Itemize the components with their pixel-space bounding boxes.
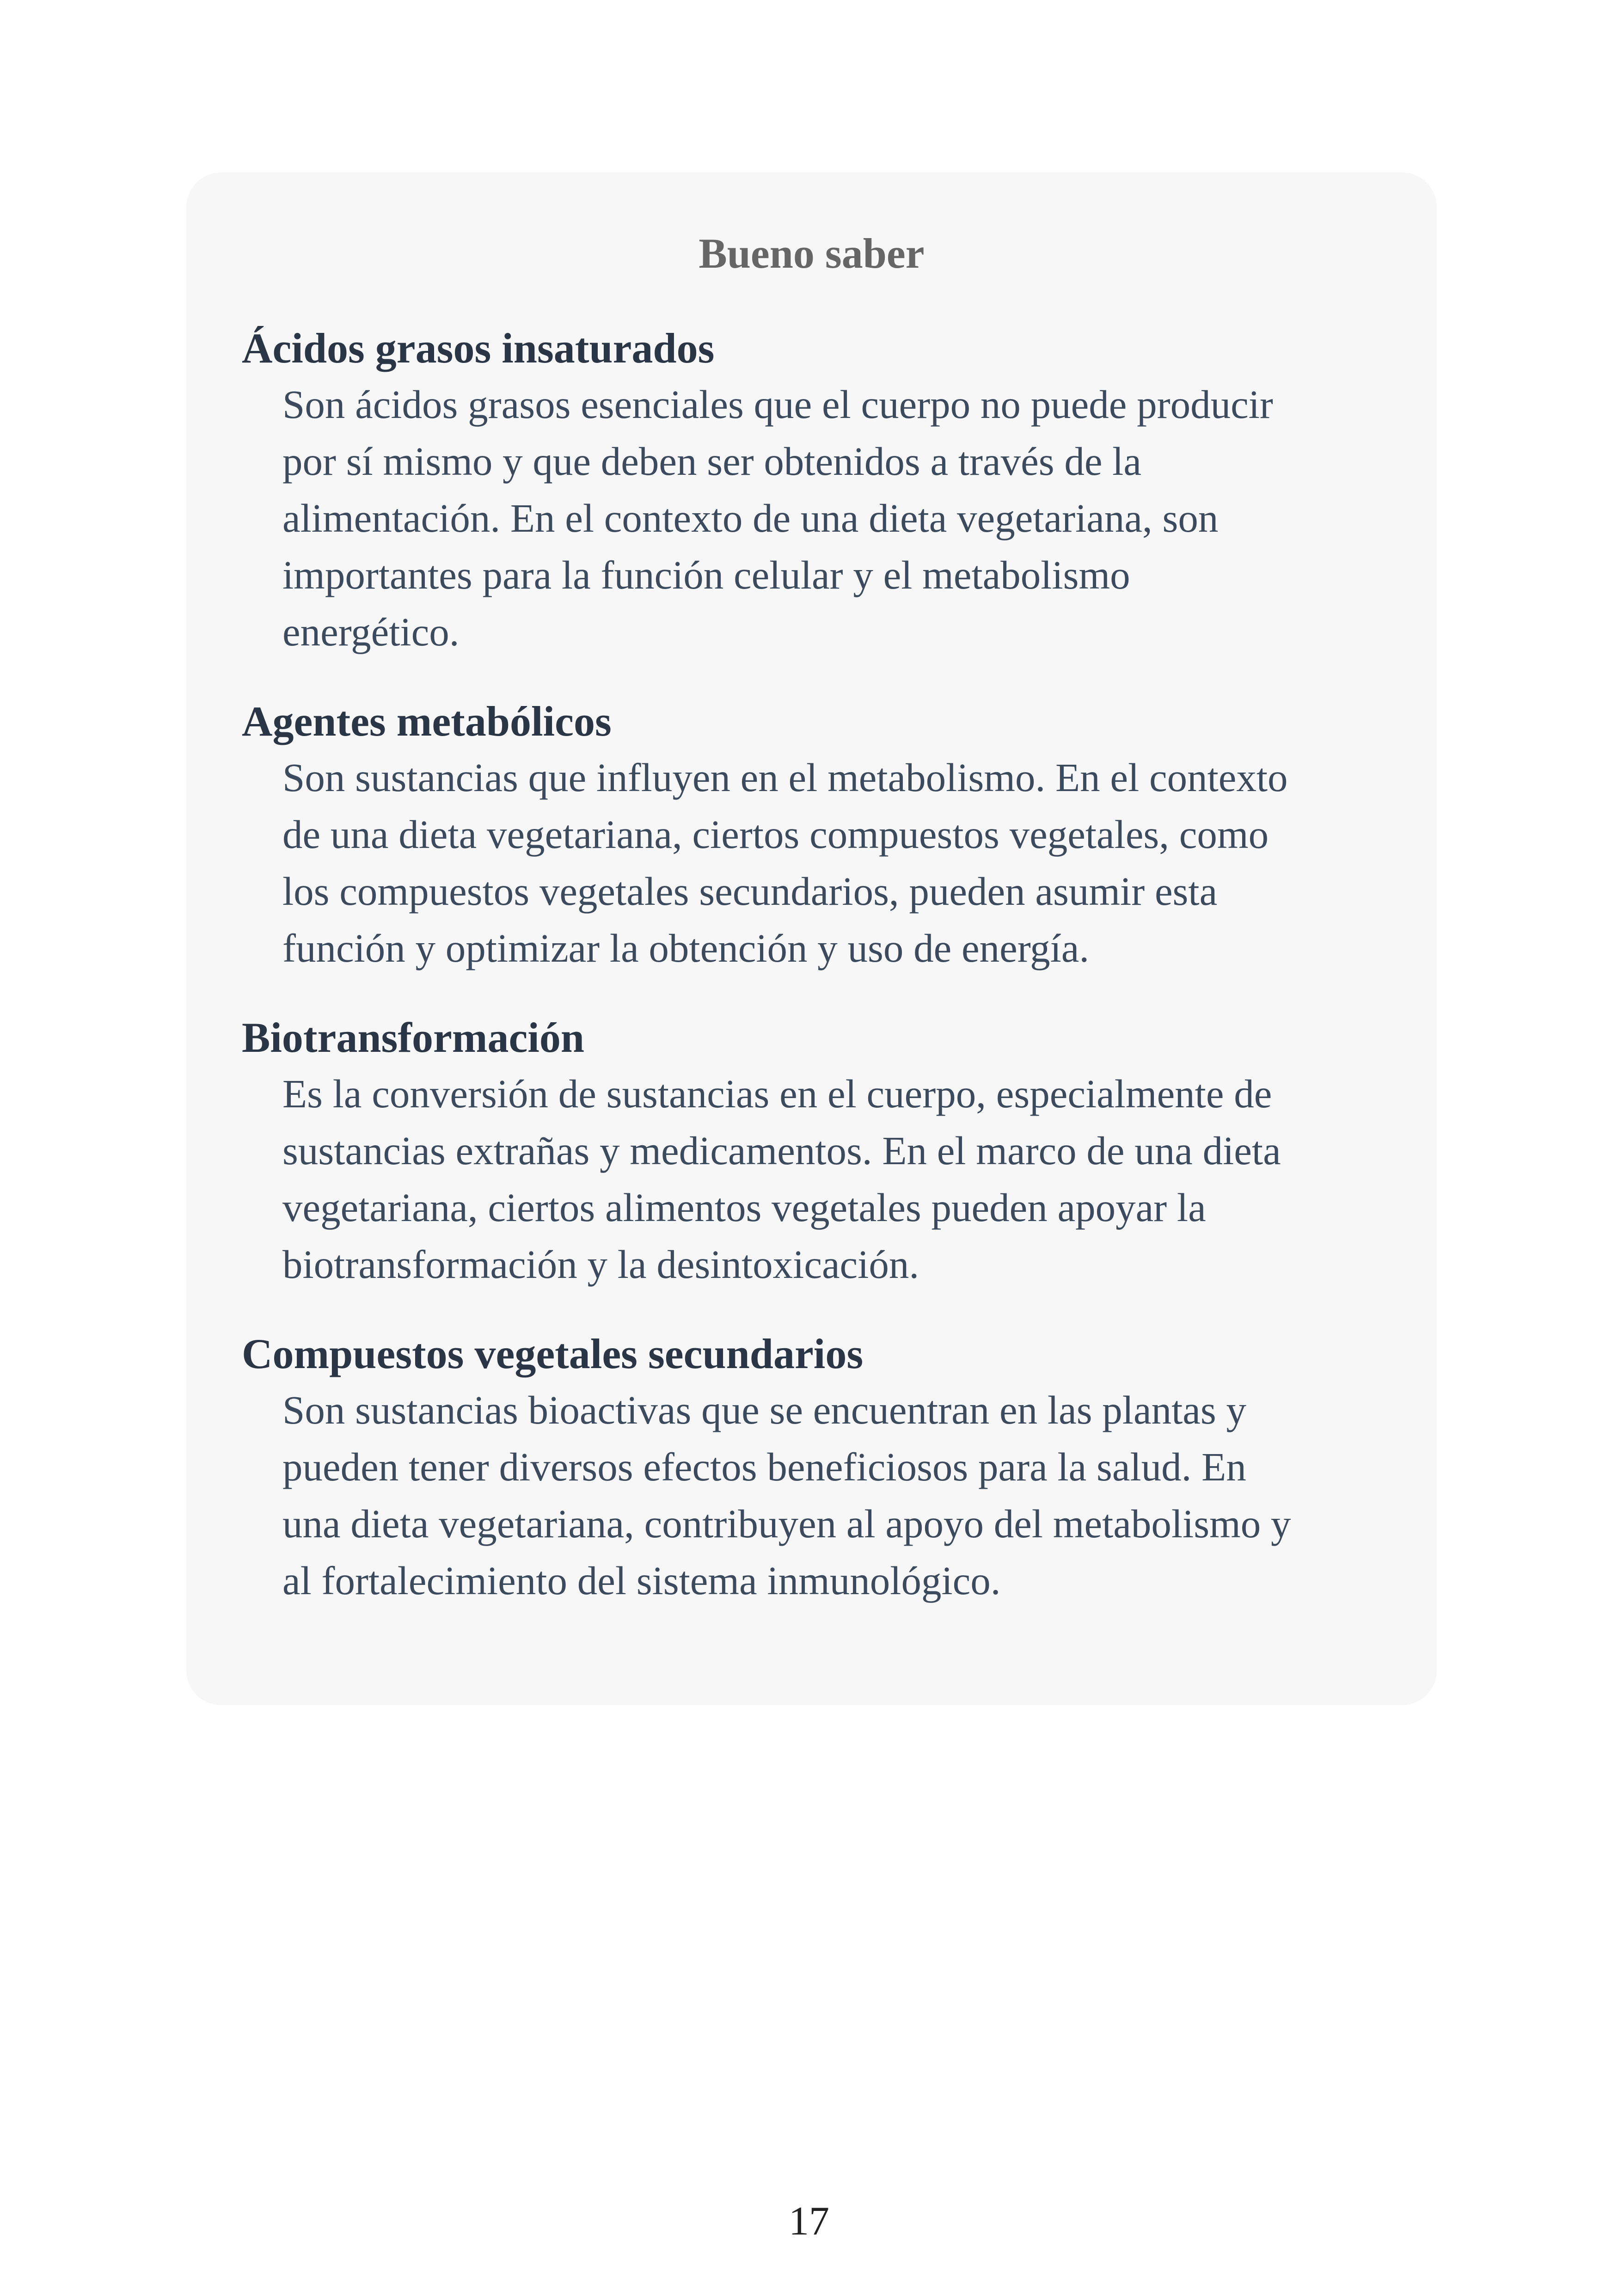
glossary-entry — [242, 1010, 1381, 1293]
definition-line: al fortalecimiento del sistema inmunológico. — [282, 1558, 1001, 1603]
glossary-term: Agentes metabólicos — [242, 698, 612, 745]
definition-line: sustancias extrañas y medicamentos. En el marco de una dieta — [282, 1128, 1281, 1173]
glossary-term: Compuestos vegetales secundarios — [242, 1330, 864, 1377]
definition-line: biotransformación y la desintoxicación. — [282, 1242, 919, 1287]
definition-line: Son ácidos grasos esenciales que el cuerpo no puede producir — [282, 382, 1273, 427]
definition-line: pueden tener diversos efectos beneficiosos para la salud. En — [282, 1444, 1246, 1489]
definition-line: función y optimizar la obtención y uso de energía. — [282, 926, 1090, 970]
glossary-definition — [282, 749, 1381, 976]
definition-line: Son sustancias bioactivas que se encuentran en las plantas y — [282, 1387, 1246, 1432]
glossary-term: Ácidos grasos insaturados — [242, 325, 715, 372]
definition-line: importantes para la función celular y el metabolismo — [282, 553, 1130, 597]
info-box-title: Bueno saber — [699, 230, 925, 277]
definition-line: por sí mismo y que deben ser obtenidos a través de la — [282, 439, 1141, 484]
glossary-entry — [242, 694, 1381, 976]
glossary-term: Biotransformación — [242, 1014, 585, 1061]
glossary-entry — [242, 320, 1381, 660]
definition-line: alimentación. En el contexto de una dieta vegetariana, son — [282, 496, 1219, 540]
definition-line: Es la conversión de sustancias en el cuerpo, especialmente de — [282, 1071, 1272, 1116]
definition-line: energético. — [282, 609, 460, 654]
info-box — [186, 172, 1437, 1705]
glossary-definition — [282, 376, 1381, 660]
glossary-entry — [242, 1326, 1381, 1609]
definition-line: los compuestos vegetales secundarios, pueden asumir esta — [282, 869, 1218, 914]
page-number: 17 — [789, 2199, 829, 2244]
glossary-definition — [282, 1381, 1381, 1609]
definition-line: una dieta vegetariana, contribuyen al apoyo del metabolismo y — [282, 1501, 1291, 1546]
glossary-definition — [282, 1065, 1381, 1293]
definition-line: Son sustancias que influyen en el metabolismo. En el contexto — [282, 755, 1288, 800]
definition-line: vegetariana, ciertos alimentos vegetales pueden apoyar la — [282, 1185, 1206, 1230]
definition-line: de una dieta vegetariana, ciertos compuestos vegetales, como — [282, 812, 1269, 857]
